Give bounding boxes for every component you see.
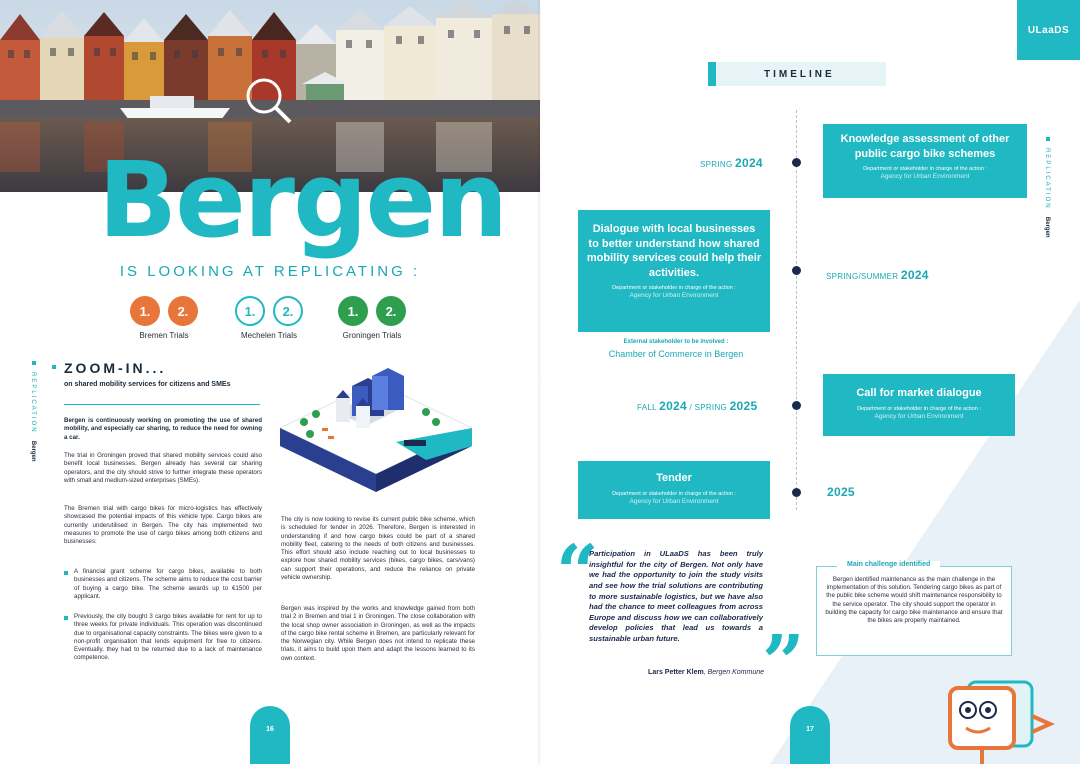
logo-text: ULaaDS xyxy=(1027,24,1070,36)
page-number-label: 16 xyxy=(266,726,274,733)
trial-bubble: 2. xyxy=(376,296,406,326)
paragraph: The city is now looking to revise its current public bike scheme, which is scheduled for tender in 2026. Therefore, Bergen is interested in understanding if and how cargo bikes could be part of a shared mobility fleet, catering to the needs of both citizens and businesses. This effort should also include reaching out to local businesses to explore how shared mobility services (bikes, cargo bikes, cars/vans) can support their operations, and reduce the reliance on private vehicle ownership. xyxy=(281,516,475,582)
dept-label: Department or stakeholder in charge of the action : xyxy=(612,490,736,497)
date-prefix: SPRING xyxy=(700,160,735,169)
trial-group-groningen xyxy=(338,296,406,340)
event-card xyxy=(823,374,1015,436)
side-tab-label: REPLICATION xyxy=(30,372,36,434)
intro-paragraph xyxy=(64,417,262,442)
side-tab-label: REPLICATION xyxy=(1044,148,1050,210)
intro-bold: Bergen is continuously working on promoting the use of shared mobility, and especially car sharing, to reduce the need for owning a car. xyxy=(64,417,262,441)
challenge-text: Bergen identified maintenance as the main challenge in the implementation of this solution. Tendering cargo bikes as part of the public bike scheme would shift maintenance responsibility to the service operator. The city should support the operator in building the capacity for cargo bike maintenance and ensure that the bikes are properly maintained. xyxy=(825,576,1003,624)
trial-group-mechelen xyxy=(235,296,303,340)
right-page xyxy=(540,0,1080,764)
event-date xyxy=(637,399,757,413)
event-card xyxy=(823,124,1027,198)
date-year: 2024 xyxy=(735,156,763,170)
event-title: Knowledge assessment of other public cargo bike schemes xyxy=(840,133,1010,160)
bullet-marker xyxy=(64,571,68,575)
bullet-marker xyxy=(64,616,68,620)
trial-label: Bremen Trials xyxy=(139,331,189,340)
event-card xyxy=(578,210,770,332)
dept-name: Agency for Urban Environment xyxy=(629,497,719,505)
event-date xyxy=(700,156,763,170)
dept-label: Department or stakeholder in charge of the action : xyxy=(857,405,981,412)
date-prefix: SPRING/SUMMER xyxy=(826,272,901,281)
challenge-title: Main challenge identified xyxy=(837,561,940,568)
testimonial-quote: Participation in ULaaDS has been truly insightful for the city of Bergen. Not only have we had the opportunity to join the study visits and see how the trial solutions are contributing to more sustainable logistics, but we have also had the chance to meet colleagues from across Europe and discuss how we can collaboratively develop policies that lead us towards a sustainable urban future. xyxy=(589,549,763,643)
bullet-item: A financial grant scheme for cargo bikes, available to both businesses and citizens. The scheme aims to reduce the cost barrier of buying a cargo bike. The scheme awards up to €1500 per applicant. xyxy=(74,568,263,600)
mascot-robot-icon xyxy=(946,676,1056,764)
trial-bubble: 1. xyxy=(338,296,368,326)
side-tab-city: Bergen xyxy=(1044,216,1050,238)
date-year: 2024 xyxy=(900,268,929,282)
side-tab-city: Bergen xyxy=(30,440,36,462)
event-date xyxy=(826,268,929,282)
trial-bubble: 2. xyxy=(168,296,198,326)
external-stakeholder: Chamber of Commerce in Bergen xyxy=(608,349,744,359)
side-tab-marker xyxy=(1046,137,1050,141)
timeline-dot xyxy=(792,401,801,410)
page-number-label: 17 xyxy=(806,726,814,733)
trial-bubble: 1. xyxy=(130,296,160,326)
event-title: Tender xyxy=(656,472,692,484)
trial-label: Groningen Trials xyxy=(342,331,402,340)
author-name: Lars Petter Klem xyxy=(648,669,704,676)
page-gutter xyxy=(538,0,542,764)
event-title: Dialogue with local businesses to better understand how shared mobility services could help their activities. xyxy=(586,223,762,279)
date-separator: / SPRING xyxy=(687,403,730,412)
replicating-subtitle: IS LOOKING AT REPLICATING : xyxy=(119,263,421,280)
date-year: 2025 xyxy=(729,399,758,413)
zoom-marker xyxy=(52,365,56,369)
date-year: 2024 xyxy=(659,399,688,413)
city-title: Bergen xyxy=(98,139,507,261)
date-year: 2025 xyxy=(827,485,855,499)
trial-label: Mechelen Trials xyxy=(240,331,298,340)
open-quote-icon: “ xyxy=(556,530,599,616)
timeline-marker xyxy=(708,62,716,86)
close-quote-icon: ” xyxy=(762,620,805,706)
isometric-city-illustration xyxy=(276,362,476,499)
side-tab xyxy=(1044,148,1050,238)
paragraph: The trial in Groningen proved that shared mobility services could also benefit local businesses. Bergen already has several car sharing operators, and the city should strive to further integrate these operators with small and medium-sized enterprises (SMEs). xyxy=(64,452,262,484)
zoom-subheading: on shared mobility services for citizens and SMEs xyxy=(64,381,231,388)
page-number xyxy=(790,706,830,764)
bullet-item: Previously, the city bought 3 cargo bikes available for rent for up to three weeks for private individuals. This operation was discontinued due to organisational capacity constraints. The bikes were given to a non-profit organisation that lends equipment for free to citizens. Eventually, they had to be returned due to a lack of maintenance competence. xyxy=(74,613,262,662)
timeline-line xyxy=(796,110,797,510)
event-date xyxy=(827,485,855,499)
dept-label: Department or stakeholder in charge of the action : xyxy=(612,285,736,292)
page-number xyxy=(250,706,290,764)
main-challenge-box xyxy=(816,561,1012,656)
date-prefix: FALL xyxy=(637,403,660,412)
trial-bubble: 1. xyxy=(235,296,265,326)
side-tab-marker xyxy=(32,361,36,365)
dept-name: Agency for Urban Environment xyxy=(629,292,719,300)
timeline-dot xyxy=(792,158,801,167)
dept-label: Department or stakeholder in charge of the action : xyxy=(863,166,987,173)
event-card xyxy=(578,461,770,519)
zoom-heading: ZOOM-IN... xyxy=(64,360,167,376)
external-stakeholder-label: External stakeholder to be involved : xyxy=(623,339,729,345)
author-org: Bergen Kommune xyxy=(707,669,764,676)
ulaads-logo xyxy=(1017,0,1080,60)
paragraph: The Bremen trial with cargo bikes for micro-logistics has effectively showcased the potential impacts of this vehicle type. Cargo bikes are currently underutilised in Bergen. The city has implemented two measures to promote the use of cargo bikes among both citizens and businesses: xyxy=(64,505,262,546)
timeline-dot xyxy=(792,266,801,275)
paragraph: Bergen was inspired by the works and knowledge gained from both trial 2 in Bremen and trial 1 in Groningen. The close collaboration with the local shop owner association in Groningen, as well as the impacts of the cargo bike rental scheme in Bremen, are particularly relevant for the Norwegian city. While Bergen does not intend to replicate these trials, it aims to build upon them and adapt the lessons learned to its own context. xyxy=(281,605,475,662)
timeline-heading: TIMELINE xyxy=(716,62,886,86)
trial-bubble: 2. xyxy=(273,296,303,326)
event-title: Call for market dialogue xyxy=(856,387,982,399)
dept-name: Agency for Urban Environment xyxy=(880,173,970,181)
divider xyxy=(64,404,260,405)
trial-group-bremen xyxy=(130,296,198,340)
dept-name: Agency for Urban Environment xyxy=(874,412,964,420)
quote-author: Lars Petter Klem, Bergen Kommune xyxy=(648,669,764,676)
side-tab xyxy=(30,372,36,462)
timeline-dot xyxy=(792,488,801,497)
